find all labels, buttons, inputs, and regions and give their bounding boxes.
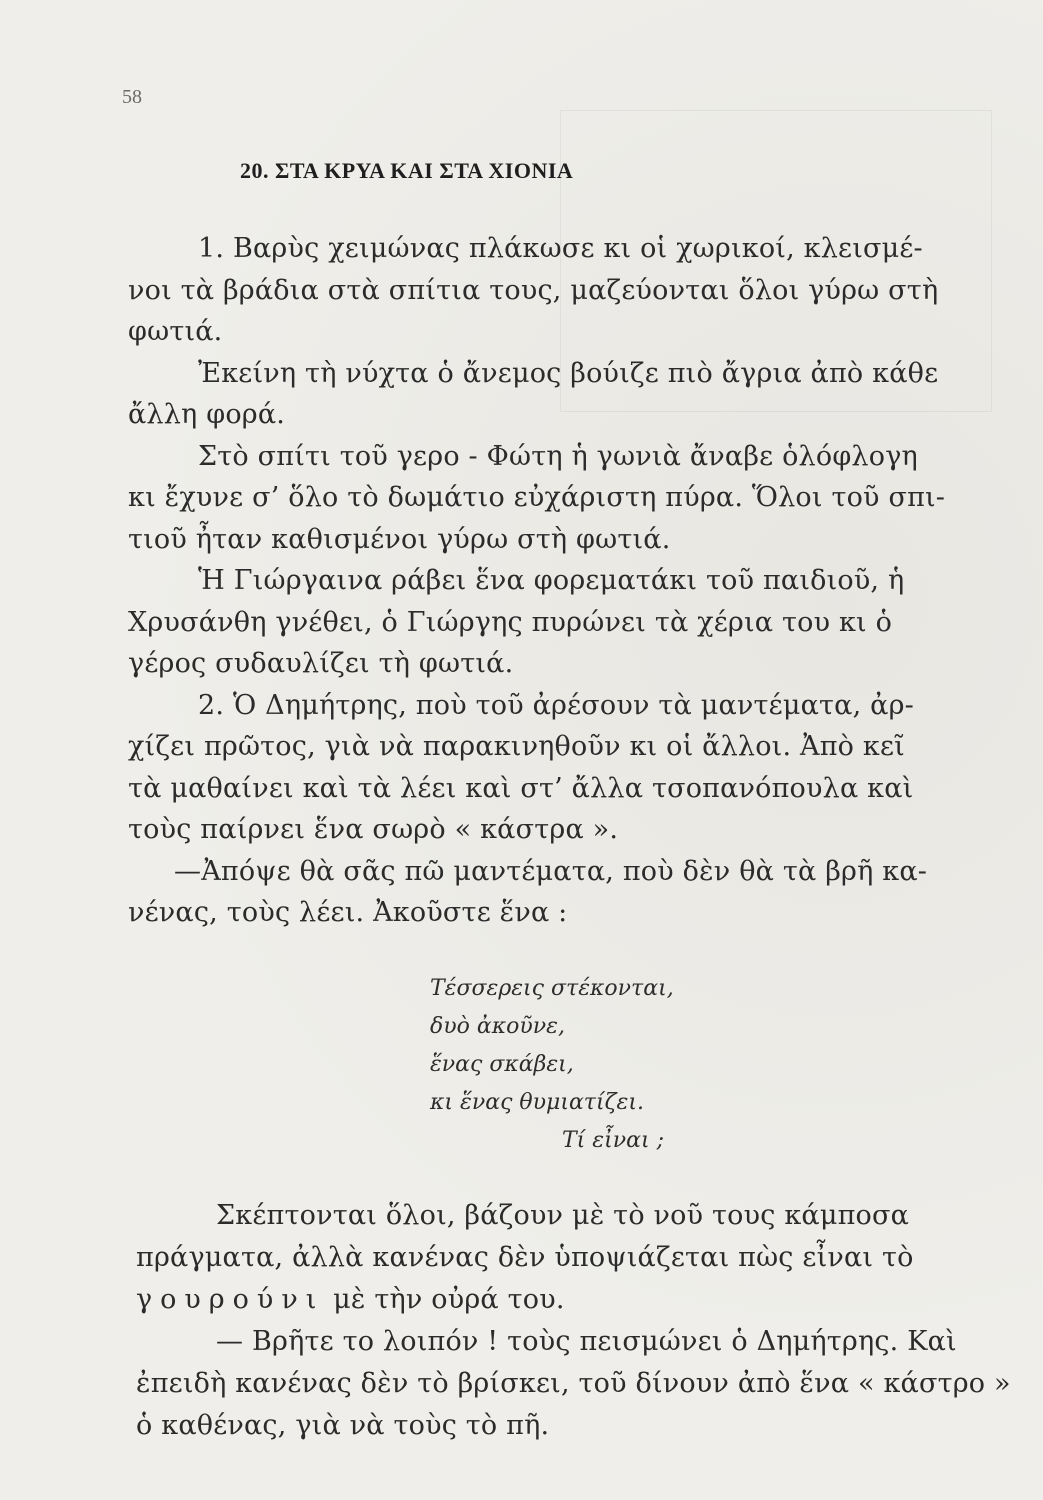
text-line: τὰ μαθαίνει καὶ τὰ λέει καὶ στ’ ἄλλα τσοπανόπουλα καὶ: [128, 772, 914, 804]
text-line: Σκέπτονται ὅλοι, βάζουν μὲ τὸ νοῦ τους κάμποσα: [216, 1200, 910, 1231]
text-line: Χρυσάνθη γνέθει, ὁ Γιώργης πυρώνει τὰ χέρια του κι ὁ: [128, 606, 893, 638]
spaced-word: γουρούνι: [136, 1284, 325, 1315]
text-line: νοι τὰ βράδια στὰ σπίτια τους, μαζεύονται ὅλοι γύρω στὴ: [128, 274, 939, 306]
text-line: Στὸ σπίτι τοῦ γερο - Φώτη ἡ γωνιὰ ἄναβε ὁλόφλογη: [198, 440, 918, 472]
page-number: 58: [122, 86, 142, 108]
text-line: πράγματα, ἀλλὰ κανένας δὲν ὑποψιάζεται πὼς εἶναι τὸ: [136, 1242, 914, 1273]
poem-question: Τί εἶναι ;: [562, 1128, 664, 1153]
poem-line: ἕνας σκάβει,: [430, 1052, 574, 1077]
text-line: Ἐκείνη τὴ νύχτα ὁ ἄνεμος βούιζε πιὸ ἄγρια ἀπὸ κάθε: [198, 357, 939, 389]
chapter-title: 20. ΣΤΑ ΚΡΥΑ ΚΑΙ ΣΤΑ ΧΙΟΝΙΑ: [240, 158, 574, 183]
text-line: Ἡ Γιώργαινα ράβει ἕνα φορεματάκι τοῦ παιδιοῦ, ἡ: [198, 565, 905, 596]
text-line: —Ἀπόψε θὰ σᾶς πῶ μαντέματα, ποὺ δὲν θὰ τὰ βρῆ κα-: [174, 855, 928, 887]
body-text-section-1: [128, 228, 988, 934]
text-fragment: μὲ τὴν οὐρά του.: [324, 1284, 565, 1315]
text-line: ἐπειδὴ κανένας δὲν τὸ βρίσκει, τοῦ δίνουν ἀπὸ ἕνα « κάστρο »: [136, 1368, 1011, 1399]
text-line: τοὺς παίρνει ἕνα σωρὸ « κάστρα ».: [128, 814, 619, 845]
text-line: νένας, τοὺς λέει. Ἀκοῦστε ἕνα :: [128, 897, 568, 928]
poem-line: δυὸ ἀκοῦνε,: [430, 1014, 565, 1039]
body-text-section-2: [136, 1195, 1011, 1447]
riddle-poem: [430, 970, 674, 1160]
text-line: [136, 1279, 996, 1321]
text-line: γέρος συδαυλίζει τὴ φωτιά.: [128, 648, 514, 679]
text-line: τιοῦ ἦταν καθισμένοι γύρω στὴ φωτιά.: [128, 523, 671, 555]
text-line: κι ἔχυνε σ’ ὅλο τὸ δωμάτιο εὐχάριστη πύρα. Ὅλοι τοῦ σπι-: [128, 482, 946, 513]
text-line: — Βρῆτε το λοιπόν ! τοὺς πεισμώνει ὁ Δημήτρης. Καὶ: [216, 1326, 957, 1357]
poem-line: κι ἕνας θυμιατίζει.: [430, 1090, 644, 1115]
text-line: 2. Ὁ Δημήτρης, ποὺ τοῦ ἀρέσουν τὰ μαντέματα, ἀρ-: [198, 689, 914, 721]
text-line: φωτιά.: [128, 316, 223, 347]
poem-line: Τέσσερεις στέκονται,: [430, 976, 674, 1001]
text-line: ἄλλη φορά.: [128, 399, 286, 430]
text-line: ὁ καθένας, γιὰ νὰ τοὺς τὸ πῆ.: [136, 1410, 550, 1441]
text-line: 1. Βαρὺς χειμώνας πλάκωσε κι οἱ χωρικοί, κλεισμέ-: [198, 233, 923, 264]
text-line: χίζει πρῶτος, γιὰ νὰ παρακινηθοῦν κι οἱ ἄλλοι. Ἀπὸ κεῖ: [128, 731, 905, 762]
